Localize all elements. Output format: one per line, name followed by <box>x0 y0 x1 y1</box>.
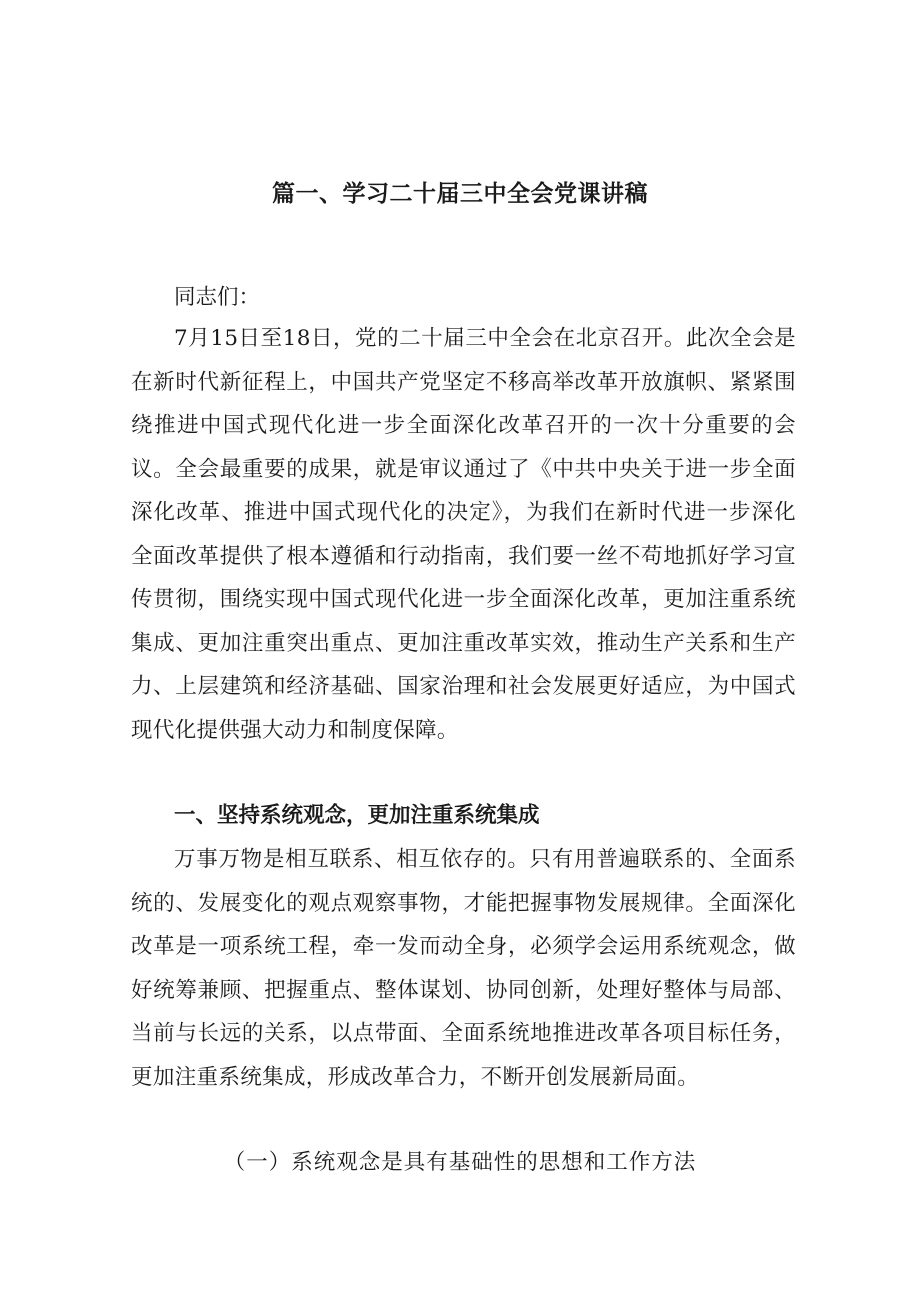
body-paragraph-1: 7月15日至18日，党的二十届三中全会在北京召开。此次全会是在新时代新征程上，中国共产党坚定不移高举改革开放旗帜、紧紧围绕推进中国式现代化进一步全面深化改革召开的一次十分重要的会议。全会最重要的成果，就是审议通过了《中共中央关于进一步全面深化改革、推进中国式现代化的决定》，为我们在新时代进一步深化全面改革提供了根本遵循和行动指南，我们要一丝不苟地抓好学习宣传贯彻，围绕实现中国式现代化进一步全面深化改革，更加注重系统集成、更加注重突出重点、更加注重改革实效，推动生产关系和生产力、上层建筑和经济基础、国家治理和社会发展更好适应，为中国式现代化提供强大动力和制度保障。 <box>131 326 796 743</box>
body-paragraph-2: 万事万物是相互联系、相互依存的。只有用普遍联系的、全面系统的、发展变化的观点观察事物，才能把握事物发展规律。全面深化改革是一项系统工程，牵一发而动全身，必须学会运用系统观念，做好统筹兼顾、把握重点、整体谋划、协同创新，处理好整体与局部、当前与长远的关系，以点带面、全面系统地推进改革各项目标任务，更加注重系统集成，形成改革合力，不断开创发展新局面。 <box>131 847 796 1090</box>
subsection-heading-1: （一）系统观念是具有基础性的思想和工作方法 <box>223 1150 697 1175</box>
section-heading-1: 一、坚持系统观念，更加注重系统集成 <box>174 803 540 828</box>
salutation: 同志们： <box>174 285 261 310</box>
document-title: 篇一、学习二十届三中全会党课讲稿 <box>272 181 648 207</box>
